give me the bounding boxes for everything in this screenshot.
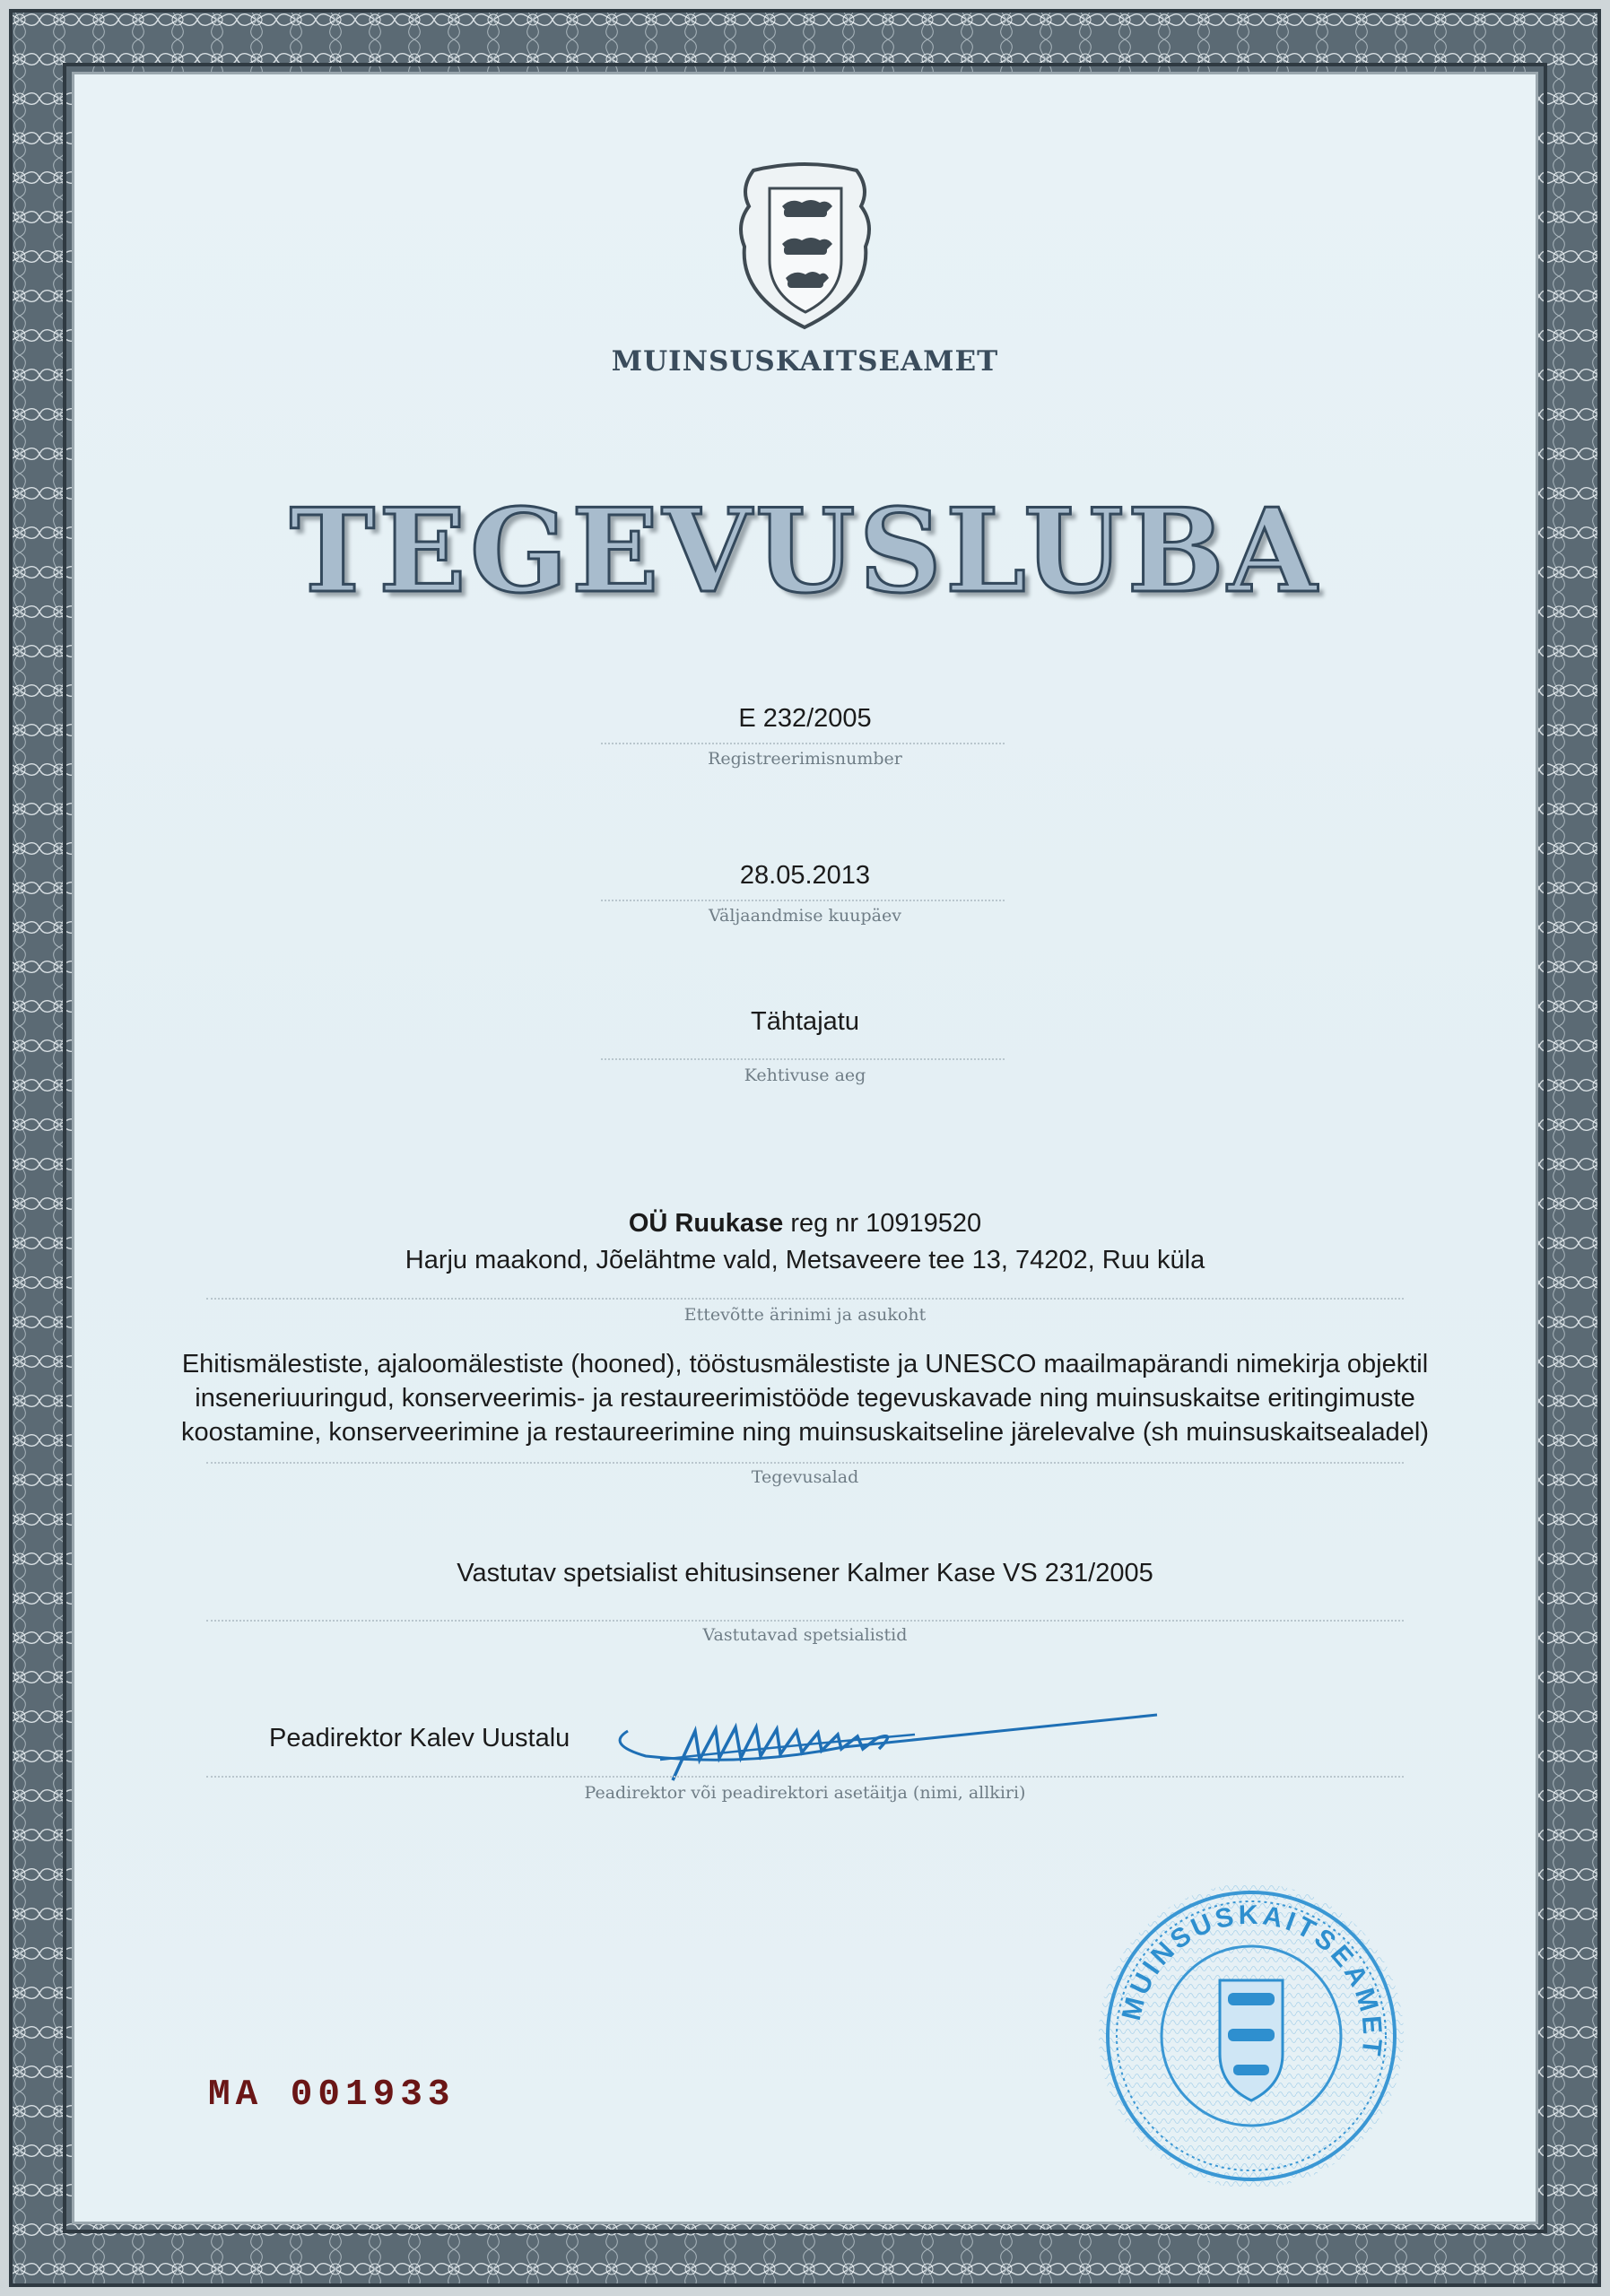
activities-line-3: koostamine, konserveerimine ja restaureerimine ning muinsuskaitseline järelevalve (sh muinsuskaitsealadel) <box>180 1418 1430 1447</box>
official-seal <box>1090 1874 1413 2197</box>
validity-value: Tähtajatu <box>751 1007 859 1036</box>
divider <box>601 900 1005 901</box>
issue-date-label: Väljaandmise kuupäev <box>709 906 901 926</box>
divider <box>206 1462 1404 1464</box>
company-label: Ettevõtte ärinimi ja asukoht <box>683 1305 927 1325</box>
issue-date-value: 28.05.2013 <box>739 861 871 890</box>
specialist-label: Vastutavad spetsialistid <box>702 1625 908 1645</box>
divider <box>206 1298 1404 1300</box>
serial-number: MA 001933 <box>208 2074 456 2116</box>
seal-text: MUINSUSKAITSEAMET <box>1116 1900 1388 2061</box>
activities-line-2: inseneriuuringud, konserveerimis- ja restaureerimistööde tegevuskavade ning muinsuskaitse eritingimuste <box>195 1384 1415 1413</box>
divider <box>206 1776 1404 1778</box>
company-reg-number: reg nr 10919520 <box>790 1209 982 1238</box>
director-name: Peadirektor Kalev Uustalu <box>269 1724 570 1752</box>
divider <box>601 1058 1005 1060</box>
handwritten-signature <box>610 1695 1166 1794</box>
company-name: OÜ Ruukase <box>628 1209 784 1238</box>
validity-label: Kehtivuse aeg <box>744 1065 866 1085</box>
director-label: Peadirektor või peadirektori asetäitja (nimi, allkiri) <box>584 1783 1026 1803</box>
activities-line-1: Ehitismälestiste, ajaloomälestiste (hooned), tööstusmälestiste ja UNESCO maailmapärandi nimekirja objektil <box>181 1350 1429 1378</box>
activities-label: Tegevusalad <box>751 1467 859 1487</box>
divider <box>601 743 1005 744</box>
specialist-value: Vastutav spetsialist ehitusinsener Kalmer Kase VS 231/2005 <box>457 1559 1153 1587</box>
company-address: Harju maakond, Jõelähtme vald, Metsaveere tee 13, 74202, Ruu küla <box>405 1246 1205 1274</box>
company-name-line <box>0 1206 1610 1240</box>
coat-of-arms-icon <box>727 161 883 332</box>
registration-number-label: Registreerimisnumber <box>708 749 902 769</box>
document-title: TEGEVUSLUBA <box>289 484 1321 619</box>
divider <box>206 1620 1404 1622</box>
registration-number-value: E 232/2005 <box>738 704 872 733</box>
issuing-authority: MUINSUSKAITSEAMET <box>611 345 999 378</box>
